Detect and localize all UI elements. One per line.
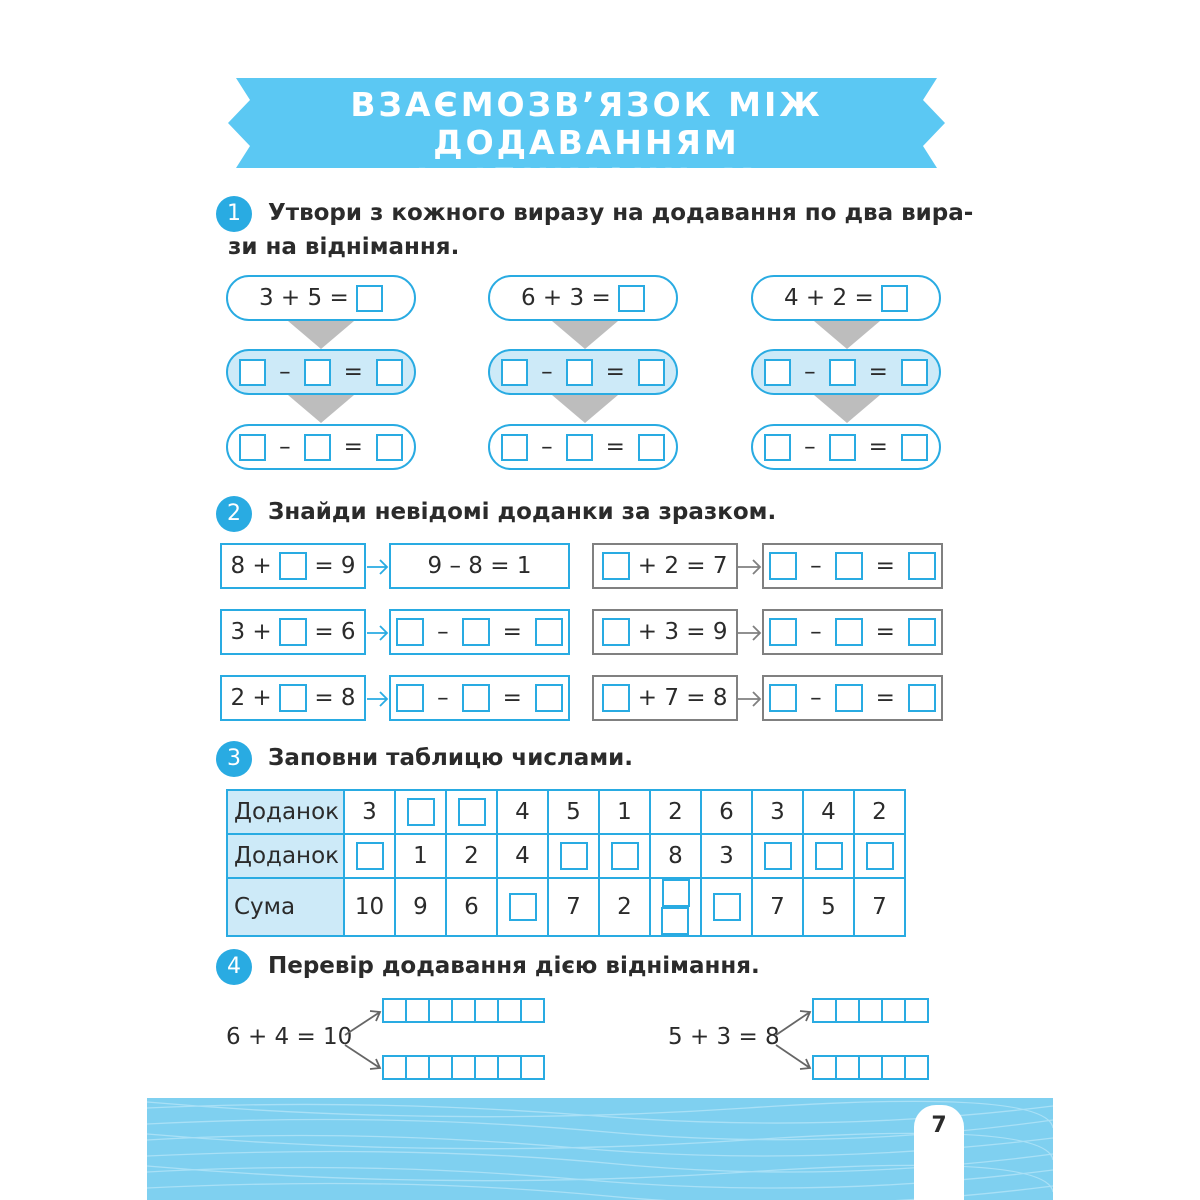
exercise-3-text: Заповни таблицю числами. [268,745,633,771]
answer-box[interactable] [396,618,424,646]
answer-box[interactable] [376,434,403,461]
down-arrow-icon [814,395,880,423]
table-cell: 1 [599,790,650,834]
addition-box [592,543,738,589]
arrow-right-icon [738,560,760,574]
answer-box[interactable] [501,434,528,461]
answer-box[interactable] [602,618,630,646]
equals-sign: = [868,434,888,460]
expression-part: 8 + [230,553,272,579]
title-line-1: ВЗАЄМОЗВ’ЯЗОК МІЖ ДОДАВАННЯМ [350,85,823,162]
table-cell: 4 [497,790,548,834]
expression-text: 4 + 2 = [783,285,874,311]
table-cell: 2 [599,878,650,936]
subtraction-pill [488,424,678,470]
answer-box[interactable] [304,359,331,386]
exercise-2-text: Знайди невідомі доданки за зразком. [268,499,777,525]
minus-sign: – [279,359,291,385]
minus-sign: – [279,434,291,460]
answer-box[interactable] [764,434,791,461]
answer-box[interactable] [764,359,791,386]
expression-pill [488,275,678,321]
row-label: Доданок [227,834,344,878]
table-cell: 8 [650,834,701,878]
table-cell[interactable] [701,878,752,936]
table-cell: 2 [650,790,701,834]
answer-box[interactable] [829,359,856,386]
exercise-4-number: 4 [216,949,252,985]
table-cell: 9 [395,878,446,936]
check-expression-left: 6 + 4 = 10 [226,1024,353,1050]
answer-box[interactable] [560,842,588,870]
expression-part: + 2 = 7 [637,553,728,579]
answer-box[interactable] [769,684,797,712]
table-cell[interactable] [497,878,548,936]
equals-sign: = [502,619,522,645]
arrow-right-icon [738,626,760,640]
table-cell: 2 [854,790,905,834]
expression-pill [226,275,416,321]
answer-box[interactable] [866,842,894,870]
equals-sign: = [875,685,895,711]
subtraction-pill [751,349,941,395]
table-cell: 7 [752,878,803,936]
addition-box [220,609,366,655]
expression-part: 2 + [230,685,272,711]
equals-sign: = [868,359,888,385]
table-row [227,878,905,936]
answer-box[interactable] [462,684,490,712]
arrow-up-right-icon [776,1011,810,1035]
answer-box[interactable] [396,684,424,712]
equals-sign: = [343,434,363,460]
answer-box[interactable] [566,359,593,386]
arrow-down-right-icon [776,1045,810,1069]
minus-sign: – [804,434,816,460]
expression-part: = 6 [314,619,356,645]
answer-box[interactable] [835,684,863,712]
answer-box[interactable] [901,359,928,386]
addition-box [220,675,366,721]
expression-part: 3 + [230,619,272,645]
expression-part: + 3 = 9 [637,619,728,645]
answer-box[interactable] [279,684,307,712]
answer-box[interactable] [535,618,563,646]
answer-box[interactable] [239,359,266,386]
answer-box[interactable] [901,434,928,461]
subtraction-pill [488,349,678,395]
down-arrow-icon [552,321,618,349]
table-cell: 3 [701,834,752,878]
answer-box[interactable] [908,552,936,580]
table-cell: 2 [446,834,497,878]
answer-box[interactable] [618,285,645,312]
answer-box[interactable] [661,907,689,935]
addition-box [592,609,738,655]
subtraction-box [762,543,943,589]
arrow-right-icon [367,626,387,640]
expression-part: = 9 [314,553,356,579]
title-banner [228,78,945,200]
table-cell: 1 [395,834,446,878]
answer-box[interactable] [376,359,403,386]
exercise-1-text-line-1: Утвори з кожного виразу на додавання по два вира- [268,200,974,226]
row-label: Сума [227,878,344,936]
answer-box[interactable] [356,285,383,312]
answer-box[interactable] [835,552,863,580]
arrow-down-right-icon [345,1045,380,1069]
answer-box[interactable] [356,842,384,870]
answer-box[interactable] [662,879,690,907]
table-cell: 7 [548,878,599,936]
answer-box[interactable] [407,798,435,826]
subtraction-box [389,609,570,655]
answer-box[interactable] [458,798,486,826]
table-cell[interactable] [854,834,905,878]
table-cell[interactable] [344,834,395,878]
arrow-right-icon [367,560,387,574]
expression-text: 6 + 3 = [520,285,611,311]
answer-box[interactable] [829,434,856,461]
answer-box[interactable] [713,893,741,921]
down-arrow-icon [814,321,880,349]
answer-box[interactable] [835,618,863,646]
addition-box [220,543,366,589]
minus-sign: – [804,359,816,385]
subtraction-box [762,609,943,655]
subtraction-pill [751,424,941,470]
equals-sign: = [875,619,895,645]
expression-text: 3 + 5 = [258,285,349,311]
answer-box[interactable] [638,434,665,461]
minus-sign: – [810,553,822,579]
table-cell[interactable] [548,834,599,878]
table-cell: 4 [497,834,548,878]
row-label: Доданок [227,790,344,834]
subtraction-pill [226,349,416,395]
answer-box[interactable] [566,434,593,461]
answer-box[interactable] [769,618,797,646]
equals-sign: = [605,359,625,385]
subtraction-box [762,675,943,721]
answer-box[interactable] [602,552,630,580]
equals-sign: = [875,553,895,579]
answer-box[interactable] [815,842,843,870]
minus-sign: – [541,359,553,385]
table-cell[interactable] [395,790,446,834]
table-cell[interactable] [803,834,854,878]
answer-box[interactable] [304,434,331,461]
table-cell: 5 [548,790,599,834]
table-cell: 4 [803,790,854,834]
table-cell[interactable] [650,878,701,936]
answer-box[interactable] [535,684,563,712]
minus-sign: – [810,619,822,645]
minus-sign: – [437,619,449,645]
answer-box[interactable] [509,893,537,921]
subtraction-box [389,675,570,721]
page-number: 7 [931,1113,947,1138]
exercise-1-number: 1 [216,196,252,232]
subtraction-pill [226,424,416,470]
down-arrow-icon [552,395,618,423]
sum-table [226,789,906,937]
table-cell: 3 [344,790,395,834]
arrow-right-icon [738,692,760,706]
table-row [227,834,905,878]
expression-part: = 8 [314,685,356,711]
answer-box[interactable] [602,684,630,712]
addition-box [592,675,738,721]
equals-sign: = [343,359,363,385]
answer-box[interactable] [279,618,307,646]
table-row [227,790,905,834]
answer-box[interactable] [908,618,936,646]
exercise-3-number: 3 [216,741,252,777]
example-answer-box [389,543,570,589]
answer-box[interactable] [908,684,936,712]
expression-part: + 7 = 8 [637,685,728,711]
equals-sign: = [605,434,625,460]
expression-pill [751,275,941,321]
answer-box[interactable] [638,359,665,386]
table-cell[interactable] [446,790,497,834]
answer-box[interactable] [462,618,490,646]
down-arrow-icon [288,321,354,349]
table-cell[interactable] [599,834,650,878]
answer-box[interactable] [769,552,797,580]
down-arrow-icon [288,395,354,423]
exercise-1-text-line-2: зи на віднімання. [228,234,460,260]
answer-strip[interactable] [812,998,929,1023]
example-answer: 9 – 8 = 1 [427,553,532,579]
answer-box[interactable] [239,434,266,461]
table-cell: 6 [446,878,497,936]
table-cell[interactable] [752,834,803,878]
table-cell: 3 [752,790,803,834]
exercise-4-text: Перевір додавання дією віднімання. [268,953,760,979]
answer-strip[interactable] [382,998,545,1023]
answer-box[interactable] [279,552,307,580]
table-cell: 10 [344,878,395,936]
answer-strip[interactable] [812,1055,929,1080]
arrow-right-icon [367,692,387,706]
table-cell: 6 [701,790,752,834]
title-line-2: І ВІДНІМАННЯМ [415,161,758,200]
table-cell: 7 [854,878,905,936]
answer-box[interactable] [881,285,908,312]
exercise-2-number: 2 [216,496,252,532]
answer-box[interactable] [501,359,528,386]
minus-sign: – [541,434,553,460]
equals-sign: = [502,685,522,711]
table-cell: 5 [803,878,854,936]
minus-sign: – [437,685,449,711]
check-expression-right: 5 + 3 = 8 [668,1024,780,1050]
arrow-up-right-icon [345,1011,380,1035]
answer-box[interactable] [611,842,639,870]
answer-box[interactable] [764,842,792,870]
minus-sign: – [810,685,822,711]
answer-strip[interactable] [382,1055,545,1080]
